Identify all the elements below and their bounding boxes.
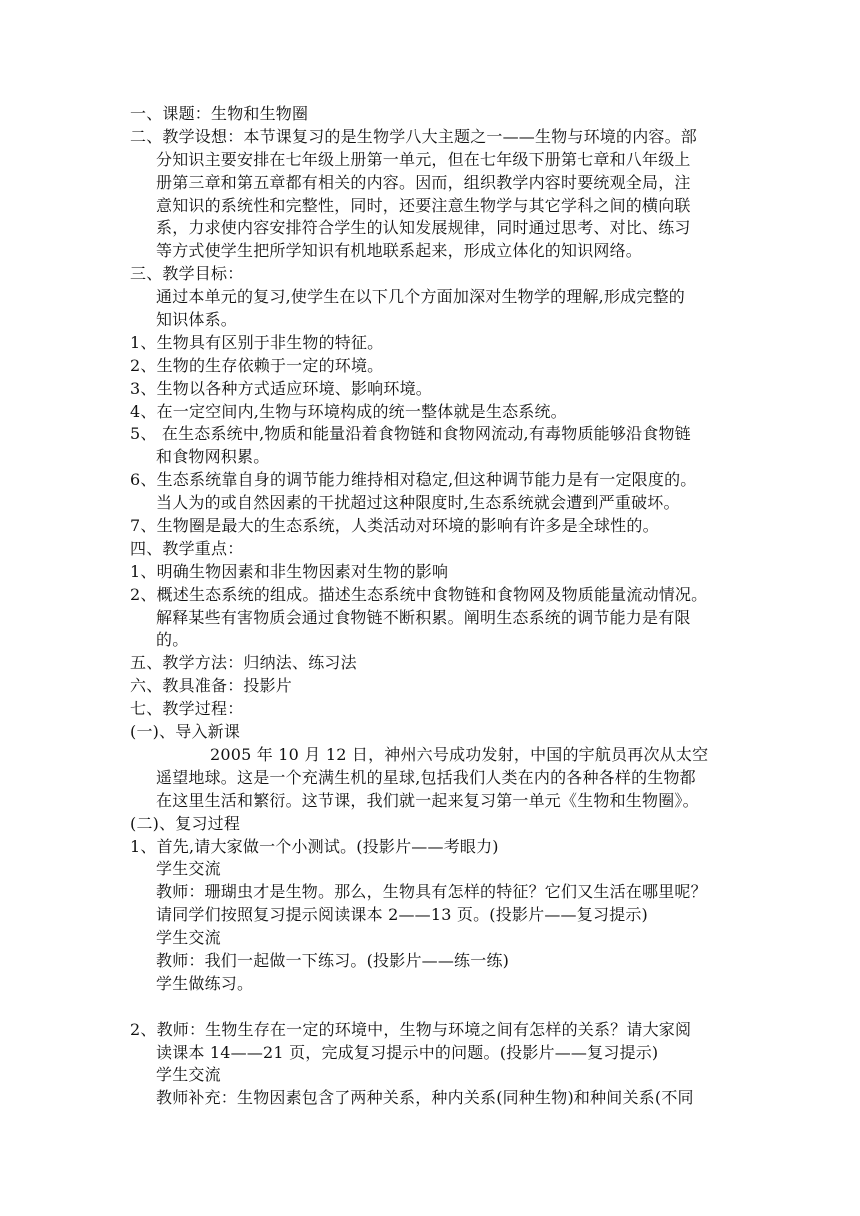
text-line: 请同学们按照复习提示阅读课本 2——13 页。(投影片——复习提示) xyxy=(156,905,648,925)
text-line: 的。 xyxy=(156,630,189,650)
text-line: 6、生态系统靠自身的调节能力维持相对稳定,但这种调节能力是有一定限度的。 xyxy=(130,470,697,490)
text-line: 七、教学过程： xyxy=(130,699,244,719)
text-line: 2005 年 10 月 12 日，神州六号成功发射，中国的宇航员再次从太空 xyxy=(210,744,709,764)
text-line: 1、生物具有区别于非生物的特征。 xyxy=(130,332,384,352)
text-line: (一)、导入新课 xyxy=(130,722,241,742)
text-line: 六、教具准备：投影片 xyxy=(130,676,293,696)
text-line: 1、首先,请大家做一个小测试。(投影片——考眼力) xyxy=(130,836,499,856)
text-line: 学生交流 xyxy=(156,859,221,879)
text-line: 二、教学设想：本节课复习的是生物学八大主题之一——生物与环境的内容。部 xyxy=(130,126,698,146)
text-line: 解释某些有害物质会通过食物链不断积累。阐明生态系统的调节能力是有限 xyxy=(156,607,691,627)
text-line: 2、教师：生物生存在一定的环境中，生物与环境之间有怎样的关系？请大家阅 xyxy=(130,1019,692,1039)
text-line: 三、教学目标： xyxy=(130,264,244,284)
text-line: 遥望地球。这是一个充满生机的星球,包括我们人类在内的各种各样的生物都 xyxy=(156,767,696,787)
text-line: 知识体系。 xyxy=(156,310,238,330)
text-line: 册第三章和第五章都有相关的内容。因而，组织教学内容时要统观全局，注 xyxy=(156,172,691,192)
text-line: (二)、复习过程 xyxy=(130,813,241,833)
document-body xyxy=(130,103,734,1110)
text-line: 四、教学重点： xyxy=(130,538,244,558)
text-line: 系，力求使内容安排符合学生的认知发展规律，同时通过思考、对比、练习 xyxy=(156,218,691,238)
text-line: 五、教学方法：归纳法、练习法 xyxy=(130,653,357,673)
text-line: 5、 在生态系统中,物质和能量沿着食物链和食物网流动,有毒物质能够沿食物链 xyxy=(130,424,691,444)
text-line: 学生交流 xyxy=(156,1065,221,1085)
text-line: 2、概述生态系统的组成。描述生态系统中食物链和食物网及物质能量流动情况。 xyxy=(130,584,708,604)
text-line: 等方式使学生把所学知识有机地联系起来，形成立体化的知识网络。 xyxy=(156,241,643,261)
text-line: 教师：珊瑚虫才是生物。那么，生物具有怎样的特征？它们又生活在哪里呢？ xyxy=(156,882,707,902)
text-line: 一、课题：生物和生物圈 xyxy=(130,104,309,123)
text-line: 2、生物的生存依赖于一定的环境。 xyxy=(130,355,384,375)
text-line: 1、明确生物因素和非生物因素对生物的影响 xyxy=(130,561,449,581)
text-line: 3、生物以各种方式适应环境、影响环境。 xyxy=(130,378,432,398)
text-line: 教师补充：生物因素包含了两种关系，种内关系(同种生物)和种间关系(不同 xyxy=(156,1088,694,1108)
text-line: 当人为的或自然因素的干扰超过这种限度时,生态系统就会遭到严重破坏。 xyxy=(156,493,680,513)
text-line: 和食物网积累。 xyxy=(156,447,270,467)
text-line: 意知识的系统性和完整性，同时，还要注意生物学与其它学科之间的横向联 xyxy=(156,195,691,215)
text-line: 通过本单元的复习,使学生在以下几个方面加深对生物学的理解,形成完整的 xyxy=(156,287,685,307)
text-line: 7、生物圈是最大的生态系统，人类活动对环境的影响有许多是全球性的。 xyxy=(130,516,659,536)
text-line: 读课本 14——21 页，完成复习提示中的问题。(投影片——复习提示) xyxy=(156,1042,659,1062)
blank-line xyxy=(130,996,734,1019)
text-line: 学生交流 xyxy=(156,928,221,948)
text-line: 学生做练习。 xyxy=(156,973,254,993)
text-line: 教师：我们一起做一下练习。(投影片——练一练) xyxy=(156,950,510,970)
text-line: 4、在一定空间内,生物与环境构成的统一整体就是生态系统。 xyxy=(130,401,567,421)
text-line: 分知识主要安排在七年级上册第一单元，但在七年级下册第七章和八年级上 xyxy=(156,149,691,169)
text-line: 在这里生活和繁衍。这节课，我们就一起来复习第一单元《生物和生物圈》。 xyxy=(156,790,699,810)
